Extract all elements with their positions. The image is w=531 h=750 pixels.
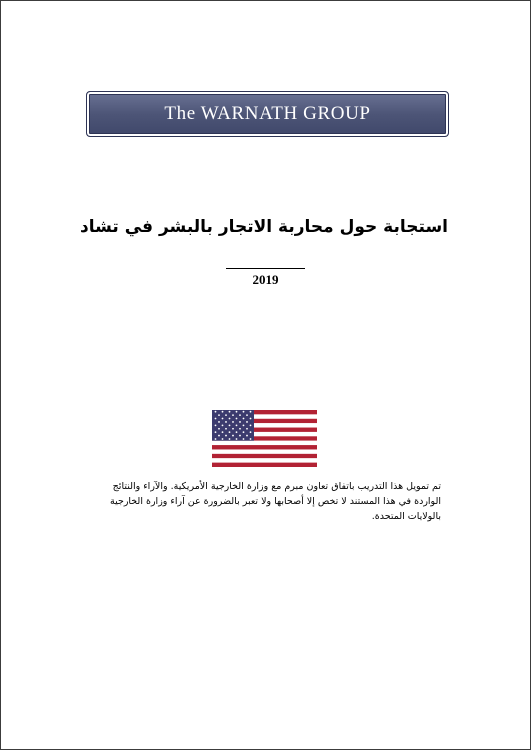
organization-banner [86,91,449,137]
flag-star [225,428,227,430]
flag-star [222,424,224,426]
flag-star [246,435,248,437]
flag-star [250,438,252,440]
flag-star [218,435,220,437]
flag-star [243,411,245,413]
flag-star [243,431,245,433]
flag-star [222,418,224,420]
flag-star [215,424,217,426]
flag-star [229,438,231,440]
flag-star [250,424,252,426]
flag-star [236,424,238,426]
flag-stripe [212,454,317,458]
flag-stripe [212,463,317,467]
flag-star [239,421,241,423]
flag-star [218,414,220,416]
flag-star [225,414,227,416]
flag-star [215,411,217,413]
flag-star [222,431,224,433]
flag-star [222,438,224,440]
flag-star [215,418,217,420]
flag-star [218,428,220,430]
flag-star [250,431,252,433]
flag-star [239,428,241,430]
flag-star [243,418,245,420]
flag-star [232,428,234,430]
flag-star [250,418,252,420]
flag-star [246,421,248,423]
flag-star [246,428,248,430]
flag-stripe [212,449,317,453]
document-year: 2019 [252,272,279,287]
flag-star [246,414,248,416]
flag-stripe [212,458,317,462]
flag-star [243,438,245,440]
flag-star [215,431,217,433]
flag-star [239,414,241,416]
flag-star [239,435,241,437]
flag-star [229,411,231,413]
flag-stripe [212,441,317,445]
flag-star [218,421,220,423]
flag-star [225,421,227,423]
flag-star [236,438,238,440]
flag-star [232,421,234,423]
flag-star [229,431,231,433]
flag-star [236,411,238,413]
us-flag-icon [212,410,317,467]
flag-star [236,431,238,433]
funding-disclaimer: تم تمويل هذا التدريب باتفاق تعاون مبرم مع وزارة الخارجية الأمريكية. والآراء والنتائج الواردة في هذا المستند لا تخص إلا أصحابها ولا تعبر بالضرورة عن آراء وزارة الخارجية بالولايات المتحدة. [109,481,441,522]
flag-star [232,414,234,416]
flag-stripe [212,445,317,449]
flag-star [225,435,227,437]
document-title: استجابة حول محاربة الاتجار بالبشر في تشاد [80,217,448,237]
flag-star [229,418,231,420]
flag-star [243,424,245,426]
flag-star [236,418,238,420]
flag-star [222,411,224,413]
flag-star [250,411,252,413]
organization-name: The WARNATH GROUP [164,103,371,124]
flag-star [215,438,217,440]
flag-star [229,424,231,426]
flag-star [232,435,234,437]
year-divider [226,268,305,269]
